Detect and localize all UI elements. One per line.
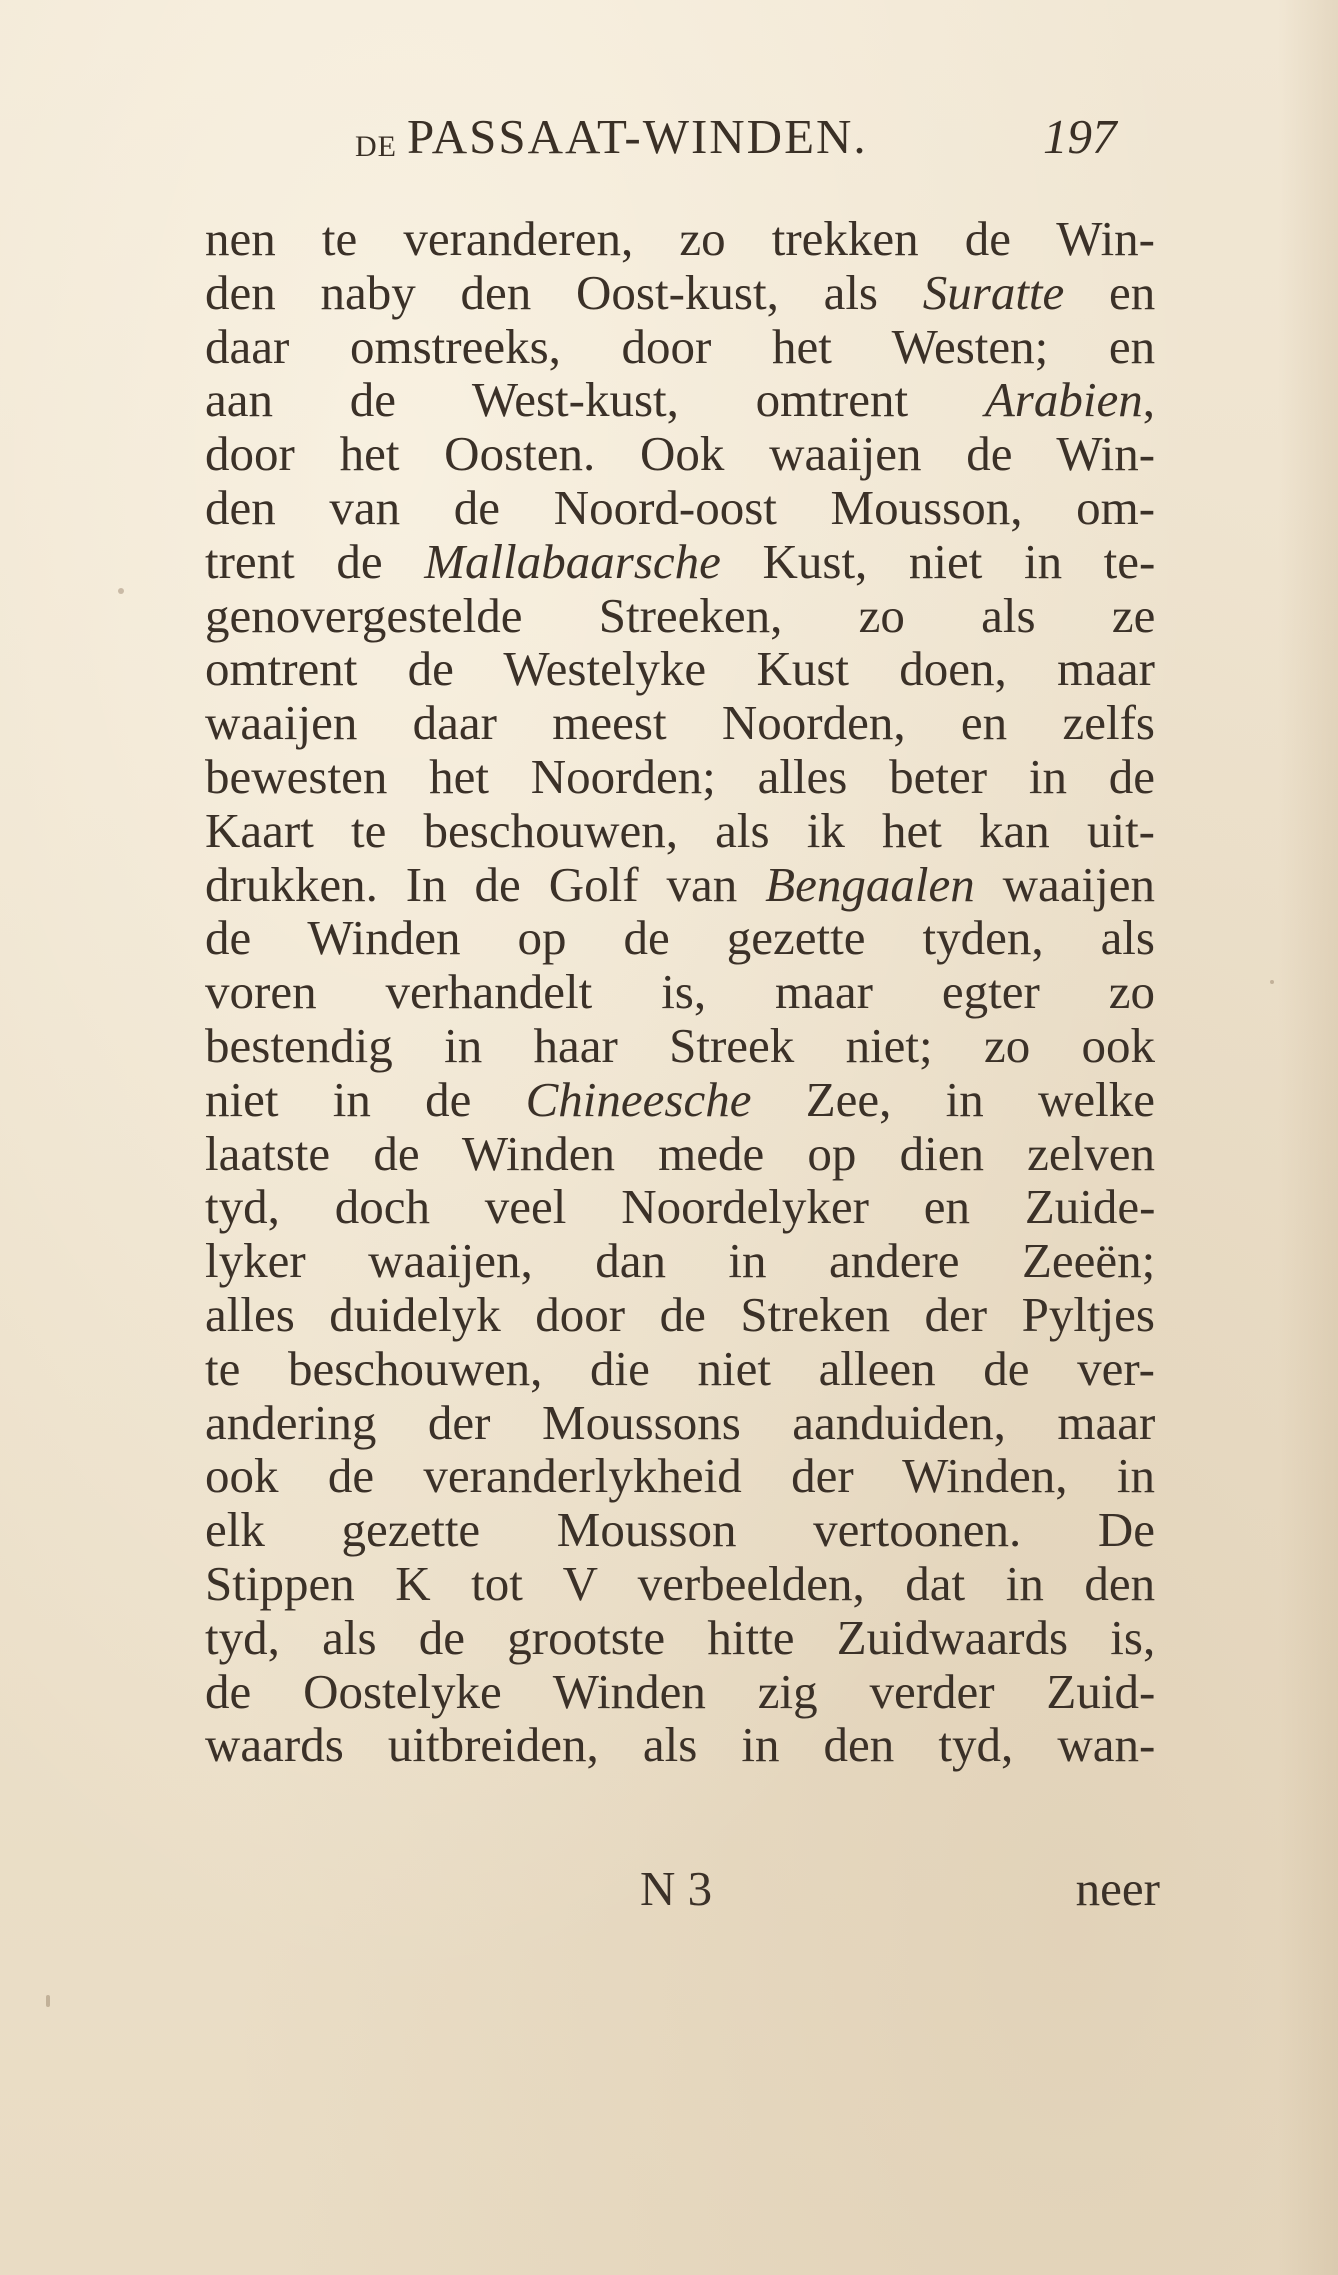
text-line [205, 1665, 1155, 1719]
text-line [205, 212, 1155, 266]
text-line [205, 1396, 1155, 1450]
text-segment: tyd, doch veel Noordelyker en Zuide- [205, 1179, 1156, 1235]
text-segment: Kust, niet in te- [720, 533, 1156, 589]
text-segment: te beschouwen, die niet alleen de ver- [205, 1340, 1155, 1396]
text-line [205, 750, 1155, 804]
text-segment: alles duidelyk door de Streken der Pyltjes [205, 1286, 1155, 1342]
text-line [205, 1611, 1155, 1665]
text-segment: drukken. In de Golf van [205, 856, 766, 912]
text-line [205, 965, 1155, 1019]
text-segment: Stippen K tot V verbeelden, dat in den [205, 1555, 1156, 1611]
text-segment: Kaart te beschouwen, als ik het kan uit- [205, 802, 1155, 858]
text-segment: trent de [205, 533, 425, 589]
text-line [205, 1342, 1155, 1396]
paper-speck [1270, 980, 1274, 984]
paper-speck [46, 1995, 50, 2007]
text-line [205, 1127, 1155, 1181]
text-line [205, 589, 1155, 643]
text-segment: door het Oosten. Ook waaijen de Win- [205, 426, 1156, 482]
text-line [205, 1288, 1155, 1342]
text-segment: niet in de [205, 1071, 526, 1127]
text-line [205, 1234, 1155, 1288]
paper-speck [118, 588, 124, 594]
text-segment: voren verhandelt is, maar egter zo [205, 964, 1155, 1020]
running-head-prefix: DE [355, 130, 397, 163]
text-segment: , [1142, 372, 1155, 428]
text-segment: elk gezette Mousson vertoonen. De [205, 1502, 1155, 1558]
text-segment: lyker waaijen, dan in andere Zeeën; [205, 1233, 1156, 1289]
text-segment: den naby den Oost-kust, als [205, 264, 923, 320]
text-segment: andering der Moussons aanduiden, maar [205, 1394, 1156, 1450]
italic-proper-noun: Mallabaarsche [424, 533, 721, 589]
text-line [205, 266, 1155, 320]
text-line [205, 481, 1155, 535]
text-segment: omtrent de Westelyke Kust doen, maar [205, 641, 1155, 697]
text-segment: de Winden op de gezette tyden, als [205, 910, 1155, 966]
catchword: neer [1075, 1861, 1160, 1916]
page-footer [640, 1860, 1160, 1920]
text-segment: waaijen daar meest Noorden, en zelfs [205, 695, 1155, 751]
text-line [205, 804, 1155, 858]
text-line [205, 642, 1155, 696]
text-line [205, 858, 1155, 912]
text-line [205, 911, 1155, 965]
text-segment: den van de Noord-oost Mousson, om- [205, 479, 1156, 535]
text-line [205, 1073, 1155, 1127]
text-segment: nen te veranderen, zo trekken de Win- [205, 211, 1155, 266]
signature-mark: N 3 [640, 1861, 713, 1916]
text-segment: de Oostelyke Winden zig verder Zuid- [205, 1663, 1156, 1719]
text-line [205, 373, 1155, 427]
text-segment: waards uitbreiden, als in den tyd, wan- [205, 1717, 1156, 1773]
text-segment: bestendig in haar Streek niet; zo ook [205, 1017, 1155, 1073]
text-segment: waaijen [974, 856, 1156, 912]
text-line [205, 1449, 1155, 1503]
text-line [205, 1557, 1155, 1611]
text-line [205, 1180, 1155, 1234]
text-line [205, 535, 1155, 589]
text-line [205, 320, 1155, 374]
italic-proper-noun: Chineesche [525, 1071, 752, 1127]
text-segment: daar omstreeks, door het Westen; en [205, 318, 1156, 374]
text-segment: laatste de Winden mede op dien zelven [205, 1125, 1155, 1181]
text-line [205, 1718, 1155, 1772]
running-head-title: PASSAAT-WINDEN. [407, 109, 868, 164]
text-line [205, 1503, 1155, 1557]
text-segment: tyd, als de grootste hitte Zuidwaards is, [205, 1609, 1156, 1665]
text-segment: en [1064, 264, 1156, 320]
body-text [205, 212, 1155, 1772]
text-line [205, 696, 1155, 750]
text-segment: ook de veranderlykheid der Winden, in [205, 1448, 1155, 1504]
text-segment: bewesten het Noorden; alles beter in de [205, 748, 1155, 804]
page-number: 197 [1043, 109, 1117, 164]
text-segment: Zee, in welke [751, 1071, 1155, 1127]
text-segment: genovergestelde Streeken, zo als ze [205, 587, 1156, 643]
italic-proper-noun: Bengaalen [765, 856, 975, 912]
italic-proper-noun: Suratte [922, 264, 1065, 320]
running-head [355, 108, 1155, 178]
text-line [205, 427, 1155, 481]
italic-proper-noun: Arabien [984, 372, 1143, 428]
text-segment: aan de West-kust, omtrent [205, 372, 985, 428]
text-line [205, 1019, 1155, 1073]
